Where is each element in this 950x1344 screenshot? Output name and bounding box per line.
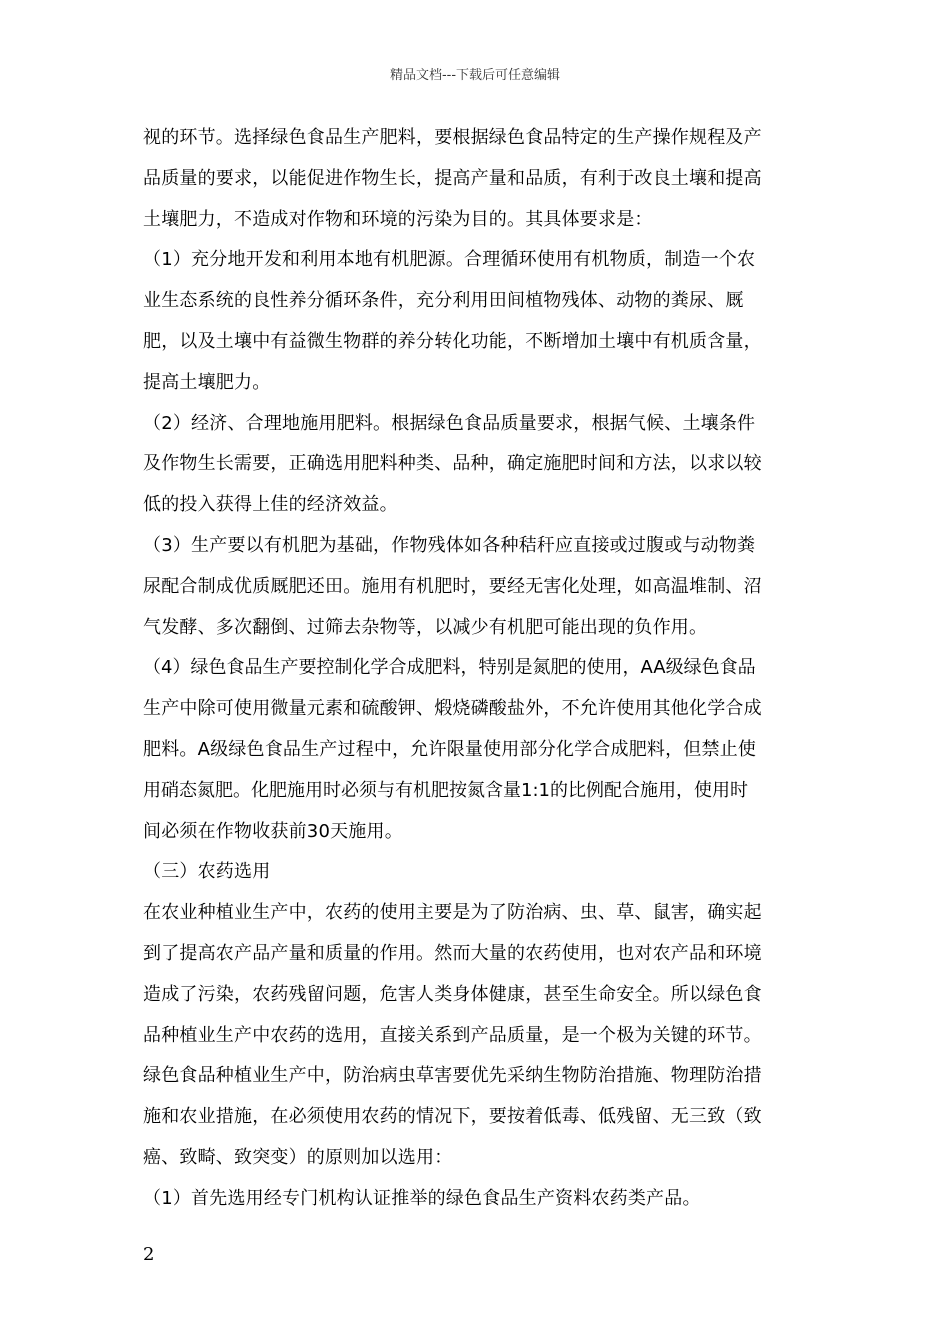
text-line: 肥料。A级绿色食品生产过程中，允许限量使用部分化学合成肥料，但禁止使: [143, 738, 757, 760]
text-line: 施和农业措施，在必须使用农药的情况下，要按着低毒、低残留、无三致（致: [143, 1106, 762, 1128]
text-line: （2）经济、合理地施用肥料。根据绿色食品质量要求，根据气候、土壤条件: [143, 412, 756, 434]
section-heading: （三）农药选用: [143, 861, 271, 883]
document-body: [143, 118, 803, 1220]
text-line: 间必须在作物收获前30天施用。: [143, 820, 403, 842]
text-line: （1）首先选用经专门机构认证推举的绿色食品生产资料农药类产品。: [143, 1187, 701, 1209]
text-line: 尿配合制成优质厩肥还田。施用有机肥时，要经无害化处理，如高温堆制、沼: [143, 575, 762, 597]
text-line: 气发酵、多次翻倒、过筛去杂物等，以减少有机肥可能出现的负作用。: [143, 616, 708, 638]
text-line: 土壤肥力，不造成对作物和环境的污染为目的。其具体要求是：: [143, 208, 653, 230]
text-line: 生产中除可使用微量元素和硫酸钾、煅烧磷酸盐外，不允许使用其他化学合成: [143, 698, 762, 720]
text-line: 低的投入获得上佳的经济效益。: [143, 494, 398, 516]
text-line: 品质量的要求，以能促进作物生长，提高产量和品质，有利于改良土壤和提高: [143, 167, 762, 189]
text-line: 及作物生长需要，正确选用肥料种类、品种，确定施肥时间和方法，以求以较: [143, 453, 762, 475]
text-line: （4）绿色食品生产要控制化学合成肥料，特别是氮肥的使用，AA级绿色食品: [143, 657, 756, 679]
text-line: （3）生产要以有机肥为基础，作物残体如各种秸秆应直接或过腹或与动物粪: [143, 534, 756, 556]
text-line: （1）充分地开发和利用本地有机肥源。合理循环使用有机物质，制造一个农: [143, 249, 756, 271]
text-line: 用硝态氮肥。化肥施用时必须与有机肥按氮含量1:1的比例配合施用，使用时: [143, 779, 748, 801]
text-line: 造成了污染，农药残留问题，危害人类身体健康，甚至生命安全。所以绿色食: [143, 983, 762, 1005]
text-line: 绿色食品种植业生产中，防治病虫草害要优先采纳生物防治措施、物理防治措: [143, 1065, 762, 1087]
text-line: 到了提高农产品产量和质量的作用。然而大量的农药使用，也对农产品和环境: [143, 942, 762, 964]
text-line: 癌、致畸、致突变）的原则加以选用：: [143, 1146, 453, 1168]
page-number: 2: [143, 1244, 155, 1265]
text-line: 视的环节。选择绿色食品生产肥料，要根据绿色食品特定的生产操作规程及产: [143, 127, 762, 148]
text-line: 品种植业生产中农药的选用，直接关系到产品质量，是一个极为关键的环节。: [143, 1024, 762, 1046]
text-line: 业生态系统的良性养分循环条件，充分利用田间植物残体、动物的粪尿、厩: [143, 290, 744, 312]
text-line: 在农业种植业生产中，农药的使用主要是为了防治病、虫、草、鼠害，确实起: [143, 902, 762, 924]
text-line: 肥，以及土壤中有益微生物群的养分转化功能，不断增加土壤中有机质含量，: [143, 330, 762, 352]
text-line: 提高土壤肥力。: [143, 371, 271, 393]
page-header: 精品文档---下载后可任意编辑: [389, 68, 561, 83]
